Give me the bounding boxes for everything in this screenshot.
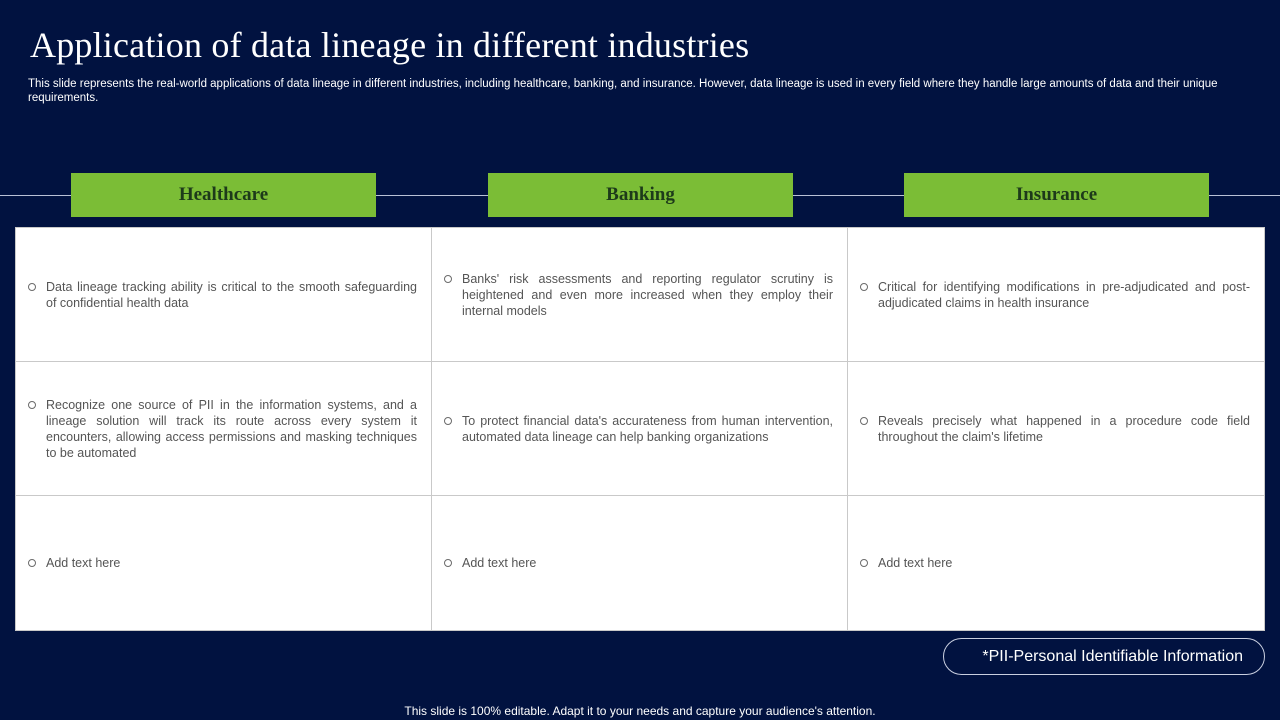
circle-bullet-icon xyxy=(444,559,452,567)
circle-bullet-icon xyxy=(860,283,868,291)
industries-table xyxy=(15,227,1265,631)
footer-note: This slide is 100% editable. Adapt it to your needs and capture your audience's attention. xyxy=(404,704,876,718)
list-item xyxy=(860,279,1250,311)
table-cell xyxy=(848,496,1264,630)
list-item xyxy=(444,555,536,571)
column-header-healthcare: Healthcare xyxy=(71,173,376,217)
list-item xyxy=(860,413,1250,445)
page-subtitle: This slide represents the real-world applications of data lineage in different industries, including healthcare, banking, and insurance. However, data lineage is used in every field where they handle large amounts of data and their unique requirements. xyxy=(28,78,1218,104)
table-cell xyxy=(848,228,1264,362)
list-item xyxy=(28,279,417,311)
circle-bullet-icon xyxy=(28,559,36,567)
column-header-banking: Banking xyxy=(488,173,793,217)
list-item xyxy=(444,413,833,445)
table-cell xyxy=(432,496,848,630)
circle-bullet-icon xyxy=(860,559,868,567)
pii-definition-note: *PII-Personal Identifiable Information xyxy=(943,638,1265,675)
cell-text: Add text here xyxy=(46,556,121,570)
list-item xyxy=(444,271,833,319)
list-item xyxy=(28,555,120,571)
circle-bullet-icon xyxy=(444,417,452,425)
page-title: Application of data lineage in different industries xyxy=(30,25,750,65)
circle-bullet-icon xyxy=(28,283,36,291)
column-header-insurance: Insurance xyxy=(904,173,1209,217)
cell-text: Recognize one source of PII in the information systems, and a lineage solution will track its route across every system it encounters, allowing access permissions and masking techniques to be automated xyxy=(46,397,417,460)
circle-bullet-icon xyxy=(444,275,452,283)
list-item xyxy=(28,397,417,461)
table-cell xyxy=(16,362,432,496)
table-cell xyxy=(432,362,848,496)
cell-text: Banks' risk assessments and reporting regulator scrutiny is heightened and even more increased when they employ their internal models xyxy=(462,271,833,318)
cell-text: Add text here xyxy=(878,556,953,570)
table-cell xyxy=(848,362,1264,496)
circle-bullet-icon xyxy=(860,417,868,425)
cell-text: Add text here xyxy=(462,556,537,570)
list-item xyxy=(860,555,952,571)
cell-text: To protect financial data's accurateness from human intervention, automated data lineage can help banking organizations xyxy=(462,413,833,444)
table-cell xyxy=(16,496,432,630)
cell-text: Critical for identifying modifications in pre-adjudicated and post-adjudicated claims in health insurance xyxy=(878,279,1250,310)
table-cell xyxy=(16,228,432,362)
cell-text: Reveals precisely what happened in a procedure code field throughout the claim's lifetime xyxy=(878,413,1250,444)
cell-text: Data lineage tracking ability is critical to the smooth safeguarding of confidential health data xyxy=(46,279,417,310)
circle-bullet-icon xyxy=(28,401,36,409)
table-cell xyxy=(432,228,848,362)
